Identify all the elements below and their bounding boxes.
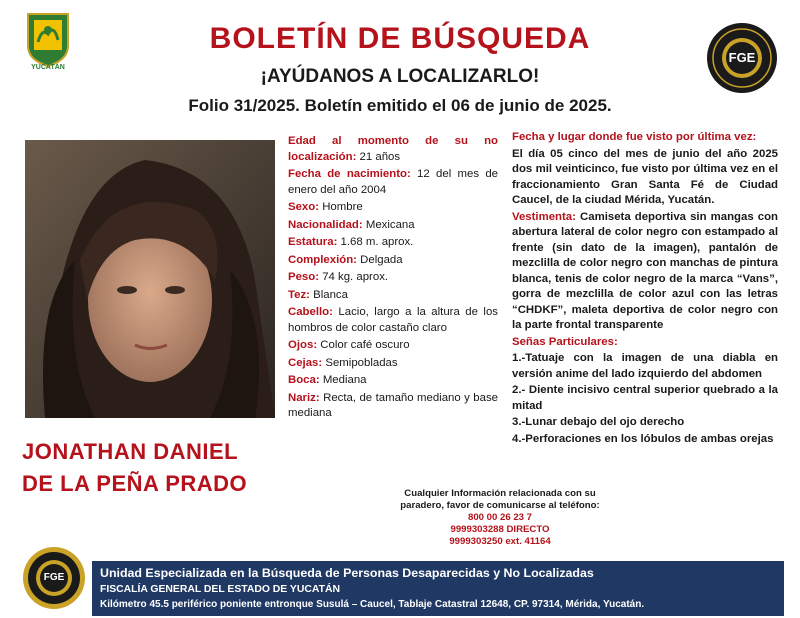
detail-label: Edad al momento de su no localización: bbox=[288, 135, 498, 163]
detail-mouth bbox=[288, 373, 498, 389]
contact-intro-2: paradero, favor de comunicarse al teléfono: bbox=[400, 500, 600, 511]
detail-build bbox=[288, 253, 498, 269]
detail-label: Peso: bbox=[288, 271, 320, 283]
detail-value: Blanca bbox=[309, 288, 348, 301]
detail-label: Cejas: bbox=[288, 356, 323, 369]
detail-value: 74 kg. aprox. bbox=[319, 271, 389, 283]
detail-label: Ojos: bbox=[288, 339, 318, 351]
phone-tollfree[interactable]: 800 00 26 23 7 bbox=[467, 512, 533, 523]
case-info bbox=[512, 130, 778, 448]
detail-eyebrows bbox=[288, 356, 498, 372]
detail-label: Complexión: bbox=[288, 253, 357, 266]
mark-item: 3.-Lunar debajo del ojo derecho bbox=[512, 416, 685, 428]
detail-complexion bbox=[288, 288, 498, 304]
bulletin-subtitle: ¡AYÚDANOS A LOCALIZARLO! bbox=[260, 66, 540, 87]
footer-banner bbox=[92, 561, 784, 616]
footer-agency: FISCALÍA GENERAL DEL ESTADO DE YUCATÁN bbox=[100, 584, 340, 595]
detail-label: Nariz: bbox=[288, 391, 320, 404]
detail-value: Color café oscuro bbox=[317, 339, 410, 351]
contact-info bbox=[390, 488, 610, 548]
detail-label: Estatura: bbox=[288, 236, 338, 248]
detail-nationality bbox=[288, 218, 498, 234]
person-name bbox=[22, 436, 292, 500]
fge-seal-logo bbox=[706, 22, 778, 94]
marks-label: Señas Particulares: bbox=[512, 335, 618, 348]
detail-age bbox=[288, 134, 498, 165]
detail-value: Hombre bbox=[319, 201, 363, 213]
detail-birthdate bbox=[288, 167, 498, 198]
clothing-label: Vestimenta: bbox=[512, 210, 576, 223]
detail-label: Fecha de nacimiento: bbox=[288, 168, 411, 180]
phone-extension[interactable]: 9999303250 ext. 41164 bbox=[449, 536, 551, 547]
mark-item: 1.-Tatuaje con la imagen de una diabla en versión anime del lado izquierdo del abdomen bbox=[512, 352, 778, 380]
person-name-line1: JONATHAN DANIEL bbox=[22, 439, 239, 464]
last-seen-text: El día 05 cinco del mes de junio del año 2025 dos mil veinticinco, fue visto por última vez en el fraccionamiento Gran Santa Fé de Ciudad Caucel, de la ciudad Mérida, Yucatán. bbox=[512, 147, 778, 206]
logo-bottom-text: FGE bbox=[43, 572, 65, 583]
person-photo bbox=[25, 140, 275, 418]
folio-line: Folio 31/2025. Boletín emitido el 06 de junio de 2025. bbox=[188, 96, 612, 115]
detail-value: 1.68 m. aprox. bbox=[337, 236, 414, 248]
detail-value: 21 años bbox=[356, 150, 401, 163]
logo-left-caption: YUCATÁN bbox=[31, 64, 65, 71]
yucatan-shield-logo bbox=[22, 10, 74, 74]
person-details bbox=[288, 134, 498, 424]
detail-label: Nacionalidad: bbox=[288, 218, 363, 231]
detail-value: Mediana bbox=[319, 374, 367, 386]
detail-value: Lacio, largo a la altura de los hombros de color castaño claro bbox=[288, 306, 498, 334]
logo-right-text: FGE bbox=[728, 50, 756, 65]
contact-intro-1: Cualquier Información relacionada con su bbox=[404, 488, 596, 499]
detail-value: Mexicana bbox=[362, 218, 415, 231]
detail-value: Delgada bbox=[356, 253, 403, 266]
footer-address: Kilómetro 45.5 periférico poniente entronque Susulá – Caucel, Tablaje Catastral 12648, CP. 97314, Mérida, Yucatán. bbox=[100, 599, 645, 610]
detail-label: Cabello: bbox=[288, 306, 333, 318]
detail-label: Tez: bbox=[288, 288, 310, 301]
detail-sex bbox=[288, 200, 498, 216]
last-seen-label: Fecha y lugar donde fue visto por última vez: bbox=[512, 131, 757, 143]
detail-nose bbox=[288, 391, 498, 422]
detail-weight bbox=[288, 270, 498, 286]
detail-height bbox=[288, 235, 498, 251]
phone-direct[interactable]: 9999303288 DIRECTO bbox=[450, 524, 550, 535]
detail-hair bbox=[288, 305, 498, 336]
fge-bottom-seal bbox=[22, 546, 86, 610]
detail-label: Boca: bbox=[288, 374, 320, 386]
mark-item: 2.- Diente incisivo central superior quebrado a la mitad bbox=[512, 384, 778, 412]
detail-value: 12 del mes de enero del año 2004 bbox=[288, 168, 499, 196]
footer-unit: Unidad Especializada en la Búsqueda de Personas Desaparecidas y No Localizadas bbox=[100, 566, 594, 580]
detail-label: Sexo: bbox=[288, 201, 320, 213]
detail-value: Recta, de tamaño mediano y base mediana bbox=[288, 391, 498, 419]
clothing-text: Camiseta deportiva sin mangas con abertura lateral de color negro con estampado al frente (sin dato de la imagen), pantalón de mezclilla de color negro con manchas de pintura blanca, tenis de color negro de la marca “Vans”, gorra de mezclilla de color azul con las letras “CHDKF”, maleta deportiva de color negro con la parte frontal transparente bbox=[512, 210, 778, 331]
detail-value: Semipobladas bbox=[322, 356, 398, 369]
detail-eyes bbox=[288, 338, 498, 354]
bulletin-title: BOLETÍN DE BÚSQUEDA bbox=[209, 22, 591, 55]
mark-item: 4.-Perforaciones en los lóbulos de ambas orejas bbox=[512, 432, 774, 445]
clothing bbox=[512, 210, 778, 334]
person-name-line2: DE LA PEÑA PRADO bbox=[22, 471, 248, 496]
